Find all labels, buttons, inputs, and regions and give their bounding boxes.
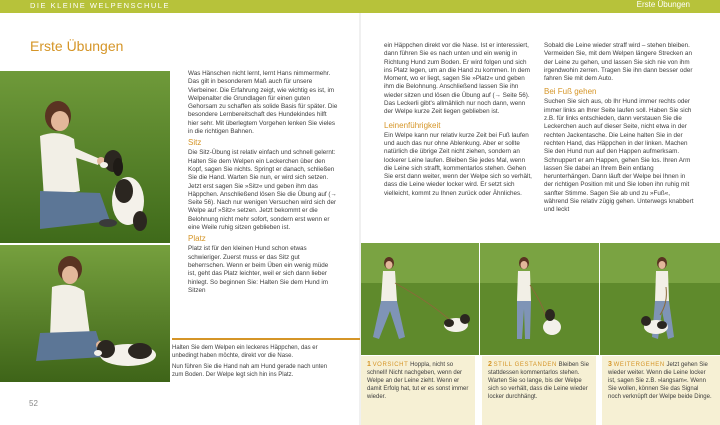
tip-3-body: Jetzt gehen Sie wieder weiter. Wenn die Leine locker ist, sagen Sie z.B. »langsam«. Wenn Sie wollen, können Sie das Signal noch verknüpft der Welpe beide Dinge. bbox=[608, 362, 712, 400]
intro-paragraph: Was Hänschen nicht lernt, lernt Hans nimmermehr. Das gilt in besonderem Maß auch für unsere Vierbeiner. Die Erfahrung zeigt, wie wichtig es ist, im Welpenalter die Grundlagen für einen guten Gehorsam zu schaffen als solide Basis für später. Die besondere Lernbereitschaft des Hundekindes hilft hier sehr. Mit überlegtem Vorgehen lenken Sie vieles in die richtigen Bahnen. bbox=[188, 70, 338, 136]
leash-continued-paragraph: Sobald die Leine wieder straff wird – stehen bleiben. Vermeiden Sie, mit dem Welpen längere Strecken an der Leine zu gehen, und lassen Sie sich nie von ihm irgendwohin zerren. Tragen Sie ihn dann besser oder fahren Sie mit dem Auto. bbox=[544, 42, 693, 83]
platz-paragraph: Platz ist für den kleinen Hund schon etwas schwieriger. Zuerst muss er das Sitz gut beherrschen. Wenn er beim Üben ein wenig müde ist, geht das Platz leichter, weil er sich dann lieber hinlegt. So beginnen Sie: Halten Sie dem Hund im Sitzen bbox=[188, 245, 329, 294]
photo-captions bbox=[172, 344, 332, 382]
tip-1-keyword: VORSICHT bbox=[372, 362, 409, 368]
photo-sit-exercise bbox=[0, 71, 170, 243]
caption-1: Halten Sie dem Welpen ein leckeres Häppchen, das er unbedingt haben möchte, direkt vor die Nase. bbox=[172, 345, 318, 359]
tip-1-body: Hoppla, nicht so schnell! Nicht nachgeben, wenn der Welpe an der Leine zieht. Wenn er damit Erfolg hat, tut er es sonst immer wieder. bbox=[367, 362, 469, 400]
tip-box-1 bbox=[361, 356, 475, 425]
text-column-1 bbox=[188, 70, 338, 295]
tip-1-number: 1 bbox=[367, 361, 371, 368]
tip-2-keyword: STILL GESTANDEN bbox=[493, 362, 557, 368]
tip-3-number: 3 bbox=[608, 361, 612, 368]
bei-fuss-paragraph: Suchen Sie sich aus, ob Ihr Hund immer rechts oder immer links an Ihrer Seite laufen soll. Haben Sie sich z.B. für links entschieden, dann verstauen Sie die Leckerchen auch auf dieser Seite, nicht etwa in der rechten Jackentasche. Die Leine halten Sie in der rechten Hand, das Häppchen in der linken. Machen Sie den Hund nun auf den Happen aufmerksam. Schnuppert er am Happen, gehen Sie los. Ihren Arm lassen Sie dabei an Ihrem Bein entlang herunterhängen. Dann läuft der Welpe bei Ihnen in der richtigen Position mit und Sie loben ihn ruhig mit sanfter Stimme. Sagen Sie ab und zu »Fuß«, während Sie relativ zügig gehen. Unterwegs knabbert und leckt bbox=[544, 98, 694, 214]
photo-leash-step-2 bbox=[480, 243, 599, 355]
platz-continued-paragraph: ein Häppchen direkt vor die Nase. Ist er interessiert, dann führen Sie es nach unten und ein wenig in Richtung Hund zum Boden. Er wird folgen und sich ins Platz legen, um an die Hand zu kommen. In dem Moment, wo er liegt, sagen Sie »Platz« und geben ihm die Belohnung. Anschließend lassen Sie ihn wieder sitzen und lösen die Übung auf (→ Seite 56). Das Leckerli gibt's allmählich nur noch dann, wenn der Welpe kurze Zeit liegen geblieben ist. bbox=[384, 42, 530, 116]
header-bar bbox=[0, 0, 720, 13]
tip-box-2 bbox=[482, 356, 596, 425]
tip-3-keyword: WEITERGEHEN bbox=[613, 362, 665, 368]
section-heading-platz: Platz bbox=[188, 234, 206, 244]
tip-box-3 bbox=[602, 356, 720, 425]
tip-2-body: Bleiben Sie stattdessen kommentarlos stehen. Warten Sie so lange, bis der Welpe sich so verhält, dass die Leine wieder locker durchhängt. bbox=[488, 362, 589, 400]
photo-leash-step-1 bbox=[361, 243, 479, 355]
photo-down-exercise bbox=[0, 245, 170, 382]
sitz-paragraph: Die Sitz-Übung ist relativ einfach und schnell gelernt: Halten Sie dem Welpen ein Leckerchen über den Kopf, sagen Sie nichts. Springt er danach, schließen Sie die Hand. Warten Sie nun, er wird sich setzen. Jetzt erst sagen Sie »Sitz« und geben ihm das Häppchen. Anschließend lösen Sie die Übung auf (→ Seite 56). Nach nur wenigen Versuchen wird sich der Welpe auf »Sitz« setzen. Jetzt bekommt er die Belohnung nicht mehr sofort, sondern erst wenn er eine Weile ruhig sitzen geblieben ist. bbox=[188, 149, 337, 232]
tip-3-text bbox=[608, 361, 712, 401]
header-left-label: DIE KLEINE WELPENSCHULE bbox=[30, 1, 170, 10]
text-column-2 bbox=[384, 42, 534, 198]
caption-2: Nun führen Sie die Hand nah am Hund gerade nach unten zum Boden. Der Welpe legt sich hin ins Platz. bbox=[172, 364, 328, 378]
caption-divider bbox=[172, 338, 360, 340]
leinenfuehrigkeit-paragraph: Ein Welpe kann nur relativ kurze Zeit bei Fuß laufen und auch das nur ohne Ablenkung. Aber er sollte natürlich die übrige Zeit nicht ziehen, sondern an lockerer Leine laufen. Bleiben Sie jedes Mal, wenn die Leine sich strafft, kommentarlos stehen. Gehen Sie erst dann weiter, wenn der Welpe sich so verhält, dass die Leine wieder locker wird. Er setzt sich vielleicht, kommt zu Ihnen zurück oder Ähnliches. bbox=[384, 131, 532, 197]
header-right-label: Erste Übungen bbox=[636, 0, 690, 9]
tip-1-text bbox=[367, 361, 471, 401]
tip-2-text bbox=[488, 361, 592, 401]
page-title: Erste Übungen bbox=[30, 38, 124, 54]
section-heading-leinenfuehrigkeit: Leinenführigkeit bbox=[384, 120, 441, 130]
text-column-3 bbox=[544, 42, 694, 215]
section-heading-bei-fuss: Bei Fuß gehen bbox=[544, 87, 597, 97]
section-heading-sitz: Sitz bbox=[188, 138, 202, 148]
tip-2-number: 2 bbox=[488, 361, 492, 368]
page-number: 52 bbox=[29, 399, 38, 408]
photo-leash-step-3 bbox=[600, 243, 720, 355]
